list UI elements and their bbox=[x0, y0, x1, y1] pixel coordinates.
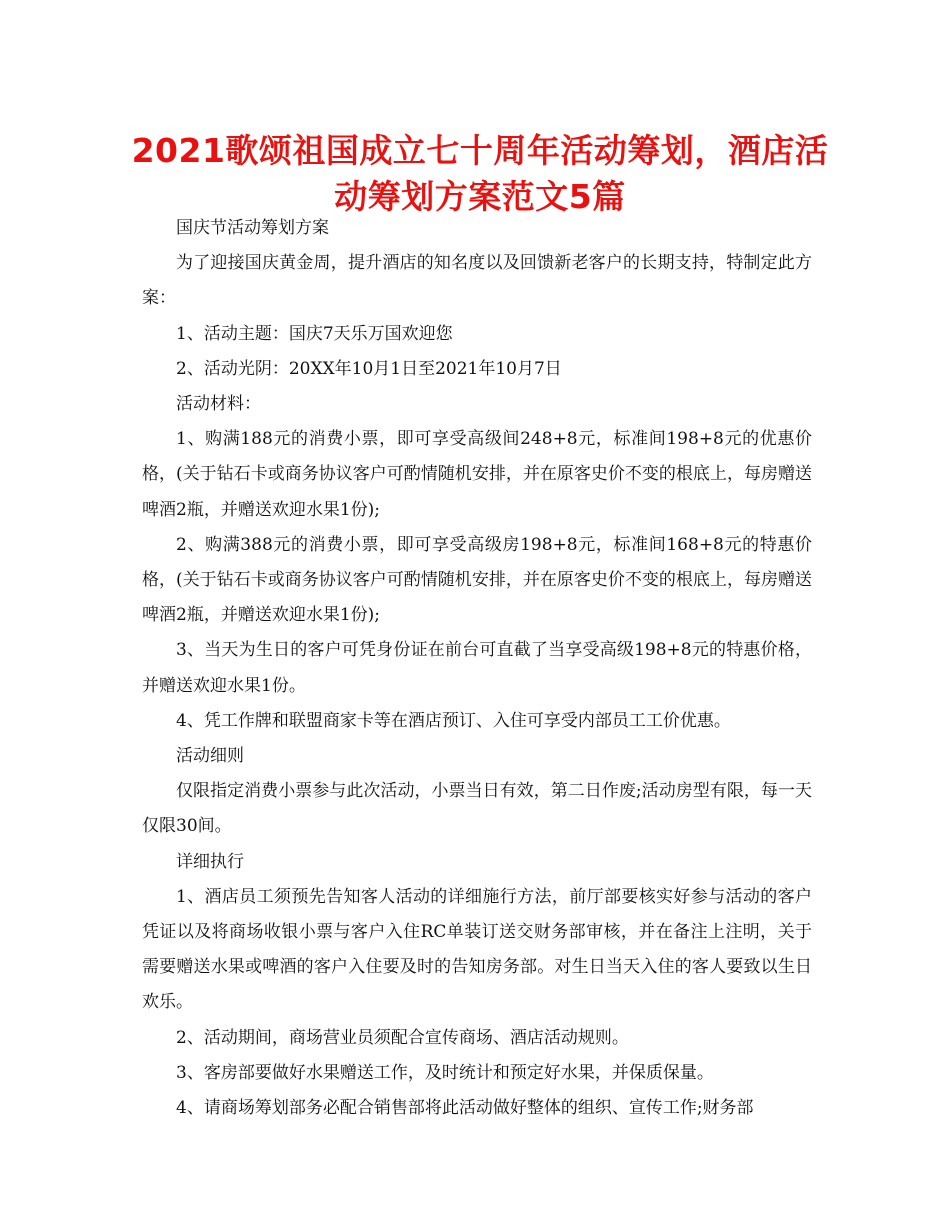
execution-item-2: 2、活动期间，商场营业员须配合宣传商场、酒店活动规则。 bbox=[176, 1027, 629, 1048]
activity-theme: 1、活动主题：国庆7天乐万国欢迎您 bbox=[176, 323, 453, 344]
material-item-3: 3、当天为生日的客户可凭身份证在前台可直截了当享受高级198+8元的特惠价格，并赠送欢迎水果1份。 bbox=[142, 640, 812, 696]
document-body bbox=[142, 211, 812, 1126]
section-heading-execution: 详细执行 bbox=[176, 851, 244, 872]
intro-paragraph: 为了迎接国庆黄金周，提升酒店的知名度以及回馈新老客户的长期支持，特制定此方案： bbox=[142, 253, 812, 309]
section-heading-plan: 国庆节活动筹划方案 bbox=[176, 218, 329, 238]
rules-paragraph: 仅限指定消费小票参与此次活动，小票当日有效，第二日作废;活动房型有限，每一天仅限30间。 bbox=[142, 781, 812, 837]
execution-item-1: 1、酒店员工须预先告知客人活动的详细施行方法，前厅部要核实好参与活动的客户凭证以及将商场收银小票与客户入住RC单装订送交财务部审核，并在备注上注明，关于需要赠送水果或啤酒的客户入住要及时的告知房务部。对生日当天入住的客人要致以生日欢乐。 bbox=[142, 886, 812, 1013]
document-title: 2021歌颂祖国成立七十周年活动筹划，酒店活动筹划方案范文5篇 bbox=[131, 131, 829, 216]
activity-period: 2、活动光阴：20XX年10月1日至2021年10月7日 bbox=[176, 358, 562, 379]
execution-item-3: 3、客房部要做好水果赠送工作，及时统计和预定好水果，并保质保量。 bbox=[176, 1062, 714, 1083]
material-item-2: 2、购满388元的消费小票，即可享受高级房198+8元，标准间168+8元的特惠价格，(关于钻石卡或商务协议客户可酌情随机安排，并在原客史价不变的根底上，每房赠送啤酒2瓶，并赠送欢迎水果1份); bbox=[142, 534, 812, 626]
material-item-1: 1、购满188元的消费小票，即可享受高级间248+8元，标准间198+8元的优惠价格，(关于钻石卡或商务协议客户可酌情随机安排，并在原客史价不变的根底上，每房赠送啤酒2瓶，并赠送欢迎水果1份); bbox=[142, 429, 812, 520]
section-heading-materials: 活动材料： bbox=[176, 394, 261, 415]
execution-item-4: 4、请商场筹划部务必配合销售部将此活动做好整体的组织、宣传工作;财务部 bbox=[176, 1098, 754, 1119]
section-heading-rules: 活动细则 bbox=[176, 746, 244, 767]
material-item-4: 4、凭工作牌和联盟商家卡等在酒店预订、入住可享受内部员工工价优惠。 bbox=[176, 710, 731, 731]
